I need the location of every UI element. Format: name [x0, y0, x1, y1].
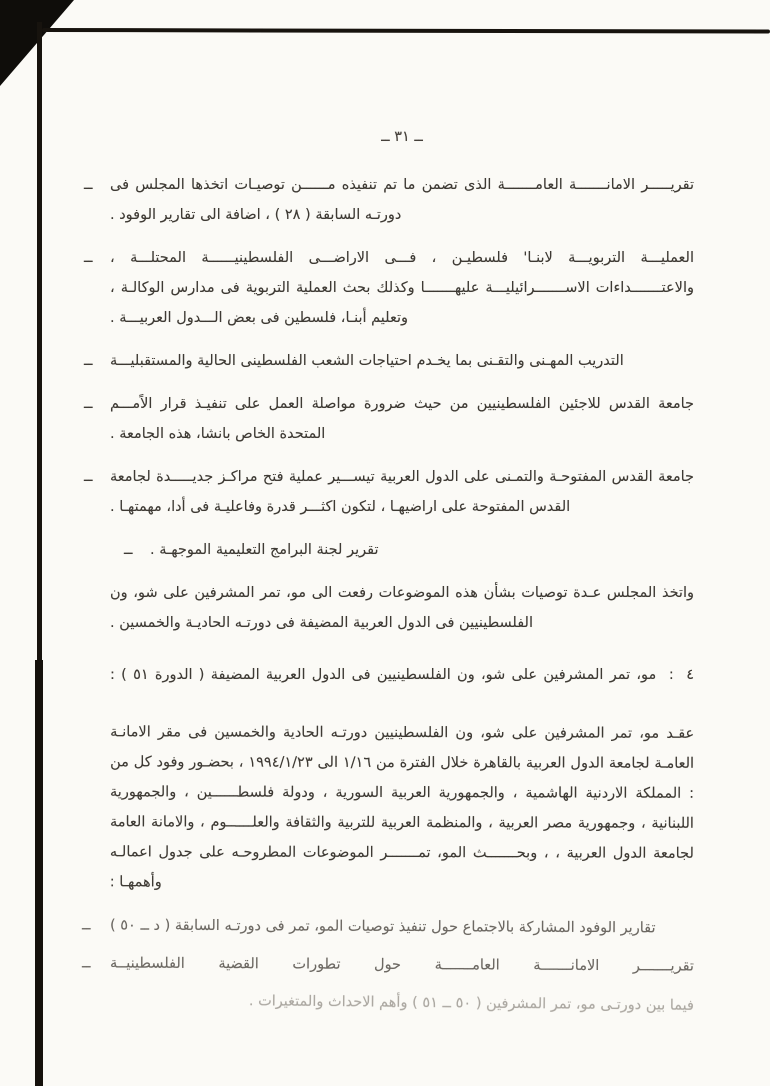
bullet-item — [84, 170, 694, 230]
bullet-dash-icon: ــ — [84, 353, 93, 369]
bullet-item — [124, 535, 694, 565]
bullet-text: التدريب المهـنى والتقـنى بما يخـدم احتياجات الشعب الفلسطينى الحالية والمستقبليـــة — [110, 353, 624, 369]
bullet-dash-icon: ــ — [84, 396, 93, 412]
bullet-dash-icon: ــ — [124, 542, 133, 558]
bullet-text: العمليـــة التربويـــة لابنـا' فلسطيـن ، فـــى الاراضـــى الفلسطينيــــــة المحتلـــة ، والاعتـــــــداءات الاســـــــرائيليـــة عليهـــــــا وكذلك بحث العملية التربوية فى مدارس الوكالـة ، وتعليم أبنـا، فلسطين فى بعض الـــدول العربيـــة . — [110, 250, 694, 326]
bullet-text: جامعة القدس المفتوحـة والتمـنى على الدول العربية تيســـير عملية فتح مراكـز جديـــــدة لجامعة القدس المفتوحة على اراضيهـا ، لتكون اكثـــر قدرة وفاعليـة فى أدا، مهمتهـا . — [110, 469, 694, 515]
body-paragraph: عقـد مو، تمر المشرفين على شو، ون الفلسطينيين دورتـه الحادية والخمسين فى مقر الامانـة العامـة لجامعة الدول العربية بالقاهرة خلال الفترة من ١/١٦ الى ١٩٩٤/١/٢٣ ، بحضـور وفود كل من : المملكة الاردنية الهاشمية ، والجمهورية العربية السورية ، ودولة فلسطــــــين ، والجمهورية اللبنانية ، وجمهورية مصر العربية ، والمنظمة العربية للتربية والثقافة والعلــــــوم ، والامانة العامة لجامعة الدول العربية ، ، وبحـــــــث المو، تمـــــــر الموضوعات المطروحـه على جدول اعمالـه وأهمهـا : — [109, 724, 695, 891]
bullet-text: تقرير لجنة البرامج التعليمية الموجهـة . — [150, 542, 379, 558]
section-separator: : — [668, 667, 674, 683]
sub-bullet-text: تقارير الوفود المشاركة بالاجتماع حول تنفيذ توصيات المو، تمر فى دورتـه السابقة ( د ــ ٥٠ ) — [109, 917, 656, 937]
bullet-item — [84, 462, 694, 522]
bullet-item — [84, 243, 694, 333]
bullet-text: جامعة القدس للاجئين الفلسطينيين من حيث ضرورة مواصلة العمل على تنفيـذ قرار الاًمـــم المتحدة الخاص بانشا، هذه الجامعة . — [110, 396, 694, 442]
scan-edge-left-line-lower — [35, 660, 43, 1086]
bullet-dash-icon: ــ — [84, 177, 93, 193]
sub-bullet-item — [81, 948, 695, 981]
section-title: مو، تمر المشرفين على شو، ون الفلسطينيين فى الدول العربية المضيفة ( الدورة ٥١ ) : — [110, 667, 657, 683]
bullet-list — [84, 170, 694, 565]
scan-edge-top-line — [42, 28, 770, 34]
sub-bullet-text: تقريـــــــر الامانـــــــة العامـــــــة حول تطورات القضية الفلسطينيــة — [109, 955, 695, 975]
page-number: ــ ٣١ ــ — [381, 129, 423, 145]
sub-bullet-item — [81, 910, 694, 943]
document-content — [81, 122, 695, 1018]
bullet-item — [84, 346, 694, 376]
bullet-dash-icon: ــ — [84, 250, 93, 266]
bullet-dash-icon: ــ — [81, 955, 91, 972]
bullet-dash-icon: ــ — [81, 917, 91, 934]
section-heading — [110, 660, 694, 690]
bullet-item — [84, 389, 694, 449]
bullet-dash-icon: ــ — [84, 469, 93, 485]
closing-paragraph: واتخذ المجلس عـدة توصيات بشأن هذه الموضوعات رفعت الى مو، تمر المشرفين على شو، ون الفلسطينيين فى الدول العربية المضيفة فى دورتـه الحاديـة والخمسين . — [110, 585, 694, 631]
bullet-text: تقريـــــر الامانـــــــة العامـــــــة الذى تضمن ما تم تنفيذه مــــــن توصيـات اتخذها المجلس فى دورتـه السابقة ( ٢٨ ) ، اضافة الى تقارير الوفود . — [110, 177, 694, 223]
continuation-line: فيما بين دورتـى مو، تمر المشرفين ( ٥٠ ــ ٥١ ) وأهم الاحداث والمتغيرات . — [248, 993, 695, 1014]
section-number: ٤ — [686, 667, 695, 683]
